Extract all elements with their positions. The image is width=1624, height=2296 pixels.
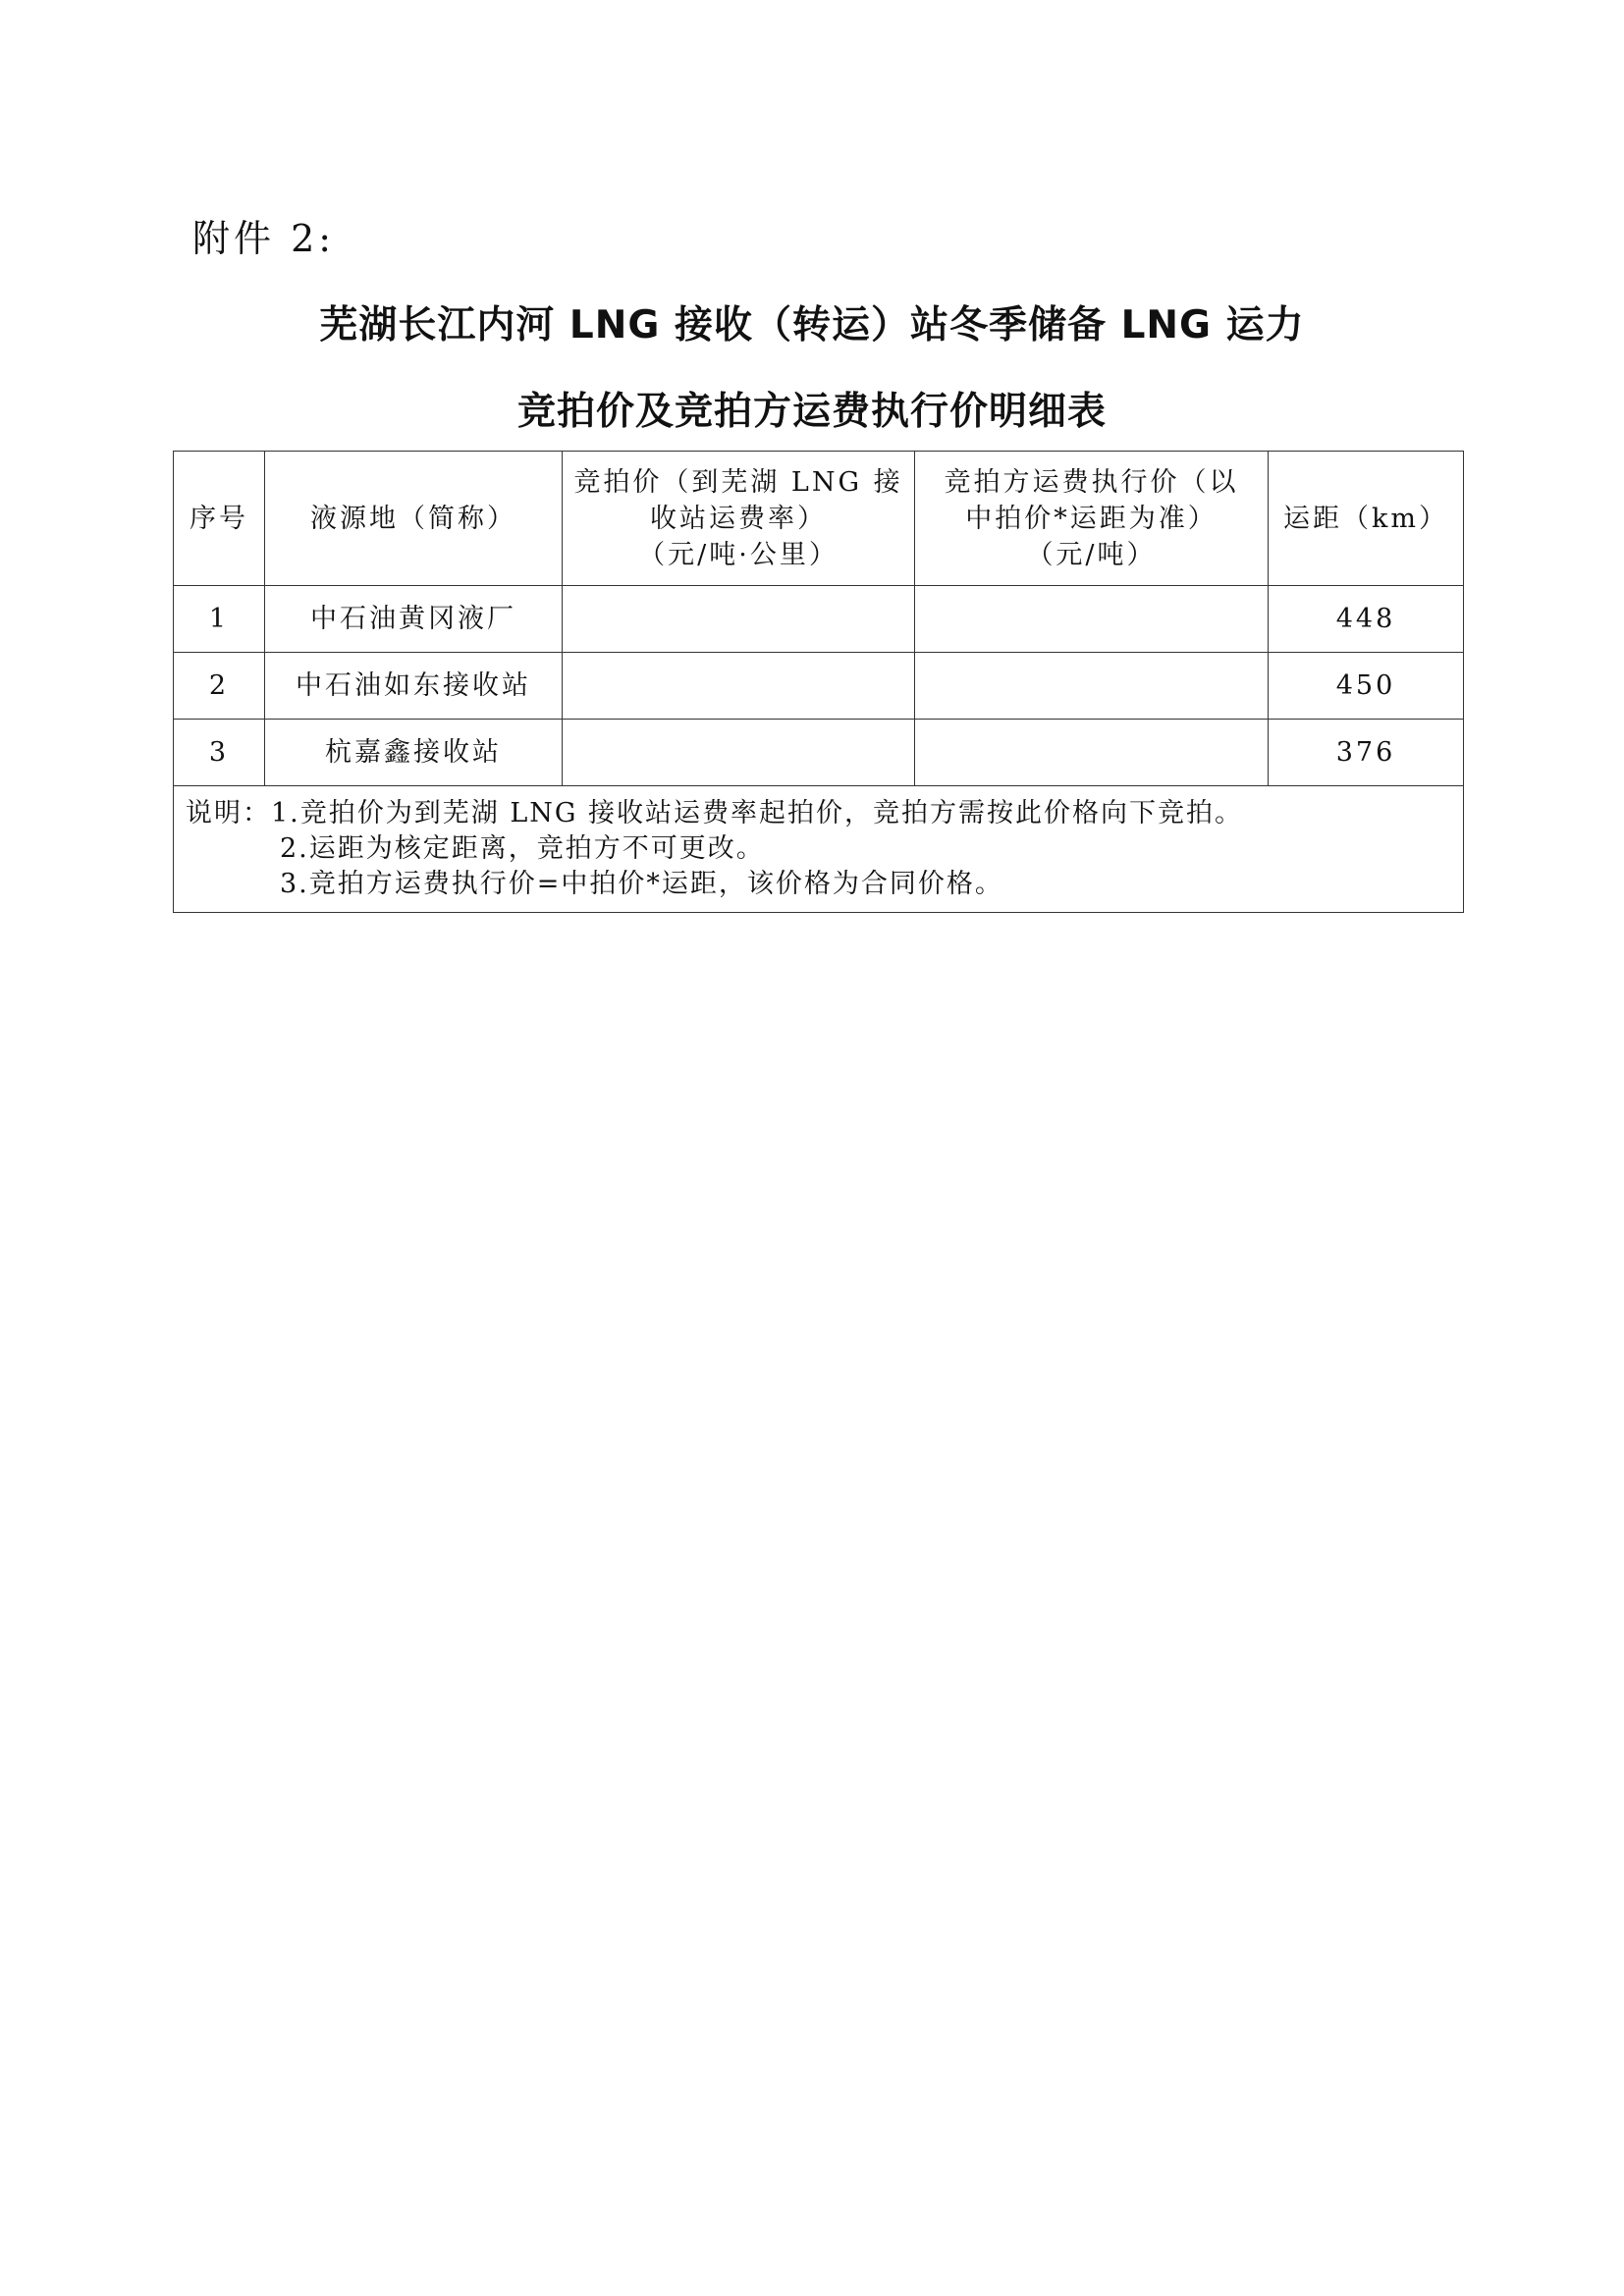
header-serial-number xyxy=(174,452,265,586)
table-row xyxy=(174,586,1464,653)
cell-bid-price xyxy=(563,653,915,720)
document-title-line-2: 竞拍价及竞拍方运费执行价明细表 xyxy=(516,390,1107,434)
header-distance-text: 运距（km） xyxy=(1283,503,1448,534)
cell-serial-number: 1 xyxy=(174,586,265,653)
cell-liquid-source: 中石油黄冈液厂 xyxy=(265,586,563,653)
table-header-row xyxy=(174,452,1464,586)
header-bid-price-line-2: 收站运费率） xyxy=(650,503,827,534)
cell-bid-price xyxy=(563,720,915,786)
header-bid-price-line-3: （元/吨·公里） xyxy=(638,539,839,570)
note-line-1: 说明：1.竞拍价为到芜湖 LNG 接收站运费率起拍价，竞拍方需按此价格向下竞拍。 xyxy=(186,798,1244,828)
cell-distance: 448 xyxy=(1269,586,1464,653)
cell-bid-price xyxy=(563,586,915,653)
header-serial-number-text: 序号 xyxy=(189,503,248,534)
cell-liquid-source: 中石油如东接收站 xyxy=(265,653,563,720)
notes-cell xyxy=(174,786,1464,913)
price-detail-table xyxy=(173,451,1464,913)
header-distance xyxy=(1269,452,1464,586)
header-liquid-source-text: 液源地（简称） xyxy=(310,503,516,534)
document-title-line-1: 芜湖长江内河 LNG 接收（转运）站冬季储备 LNG 运力 xyxy=(319,303,1305,347)
cell-execution-price xyxy=(915,720,1269,786)
table-notes-row xyxy=(174,786,1464,913)
note-line-3: 3.竞拍方运费执行价=中拍价*运距，该价格为合同价格。 xyxy=(280,869,1003,899)
cell-distance: 450 xyxy=(1269,653,1464,720)
header-execution-price-line-2: 中拍价*运距为准） xyxy=(965,503,1218,534)
header-bid-price-line-1: 竞拍价（到芜湖 LNG 接 xyxy=(573,466,903,498)
header-execution-price-line-3: （元/吨） xyxy=(1026,539,1157,570)
cell-distance: 376 xyxy=(1269,720,1464,786)
header-bid-price xyxy=(563,452,915,586)
note-line-2: 2.运距为核定距离，竞拍方不可更改。 xyxy=(280,833,765,864)
cell-liquid-source: 杭嘉鑫接收站 xyxy=(265,720,563,786)
header-liquid-source xyxy=(265,452,563,586)
cell-serial-number: 2 xyxy=(174,653,265,720)
cell-execution-price xyxy=(915,653,1269,720)
attachment-label: 附件 2: xyxy=(192,217,336,260)
table-row xyxy=(174,653,1464,720)
cell-serial-number: 3 xyxy=(174,720,265,786)
table-row xyxy=(174,720,1464,786)
header-execution-price-line-1: 竞拍方运费执行价（以 xyxy=(944,466,1239,498)
cell-execution-price xyxy=(915,586,1269,653)
header-execution-price xyxy=(915,452,1269,586)
